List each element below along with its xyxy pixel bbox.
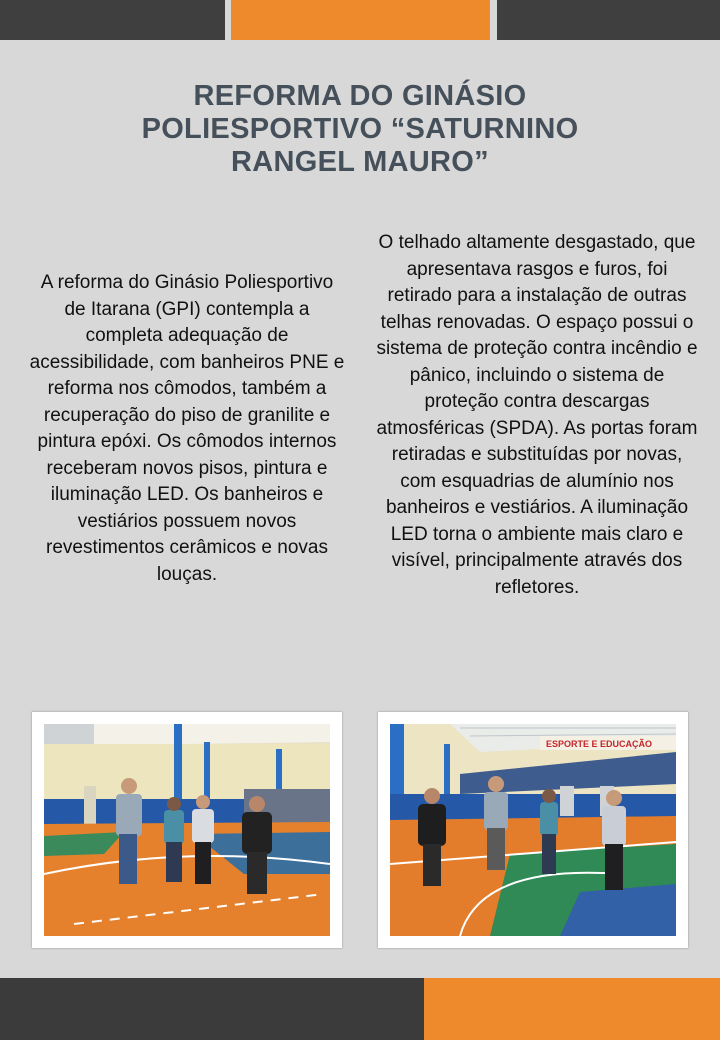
page-title: REFORMA DO GINÁSIO POLIESPORTIVO “SATURNINO RANGEL MAURO” [141, 80, 579, 178]
top-bar-left [0, 0, 225, 40]
gym-photo-left-image [44, 724, 330, 936]
top-bar-accent [231, 0, 490, 40]
paragraph-right: O telhado altamente desgastado, que apresentava rasgos e furos, foi retirado para a instalação de outras telhas renovadas. O espaço possui o sistema de proteção contra incêndio e pânico, incluindo o sistema de proteção contra descargas atmosféricas (SPDA). As portas foram retiradas e substituídas por novas, com esquadrias de alumínio nos banheiros e vestiários. A iluminação LED torna o ambiente mais claro e visível, principalmente através dos refletores. [376, 232, 698, 598]
paragraph-left: A reforma do Ginásio Poliesportivo de Itarana (GPI) contempla a completa adequação de acessibilidade, com banheiros PNE e reforma nos cômodos, também a recuperação do piso de granilite e pintura epóxi. Os cômodos internos receberam novos pisos, pintura e iluminação LED. Os banheiros e vestiários possuem novos revestimentos cerâmicos e novas louças. [29, 272, 345, 585]
photo-gym-right [378, 712, 688, 948]
bottom-bar-accent [424, 978, 720, 1040]
photo-gym-left [32, 712, 342, 948]
top-bar-right [497, 0, 720, 40]
banner-text: ESPORTE E EDUCAÇÃO [546, 739, 653, 749]
gym-photo-right-image [390, 724, 676, 936]
bottom-bar-left [0, 978, 424, 1040]
